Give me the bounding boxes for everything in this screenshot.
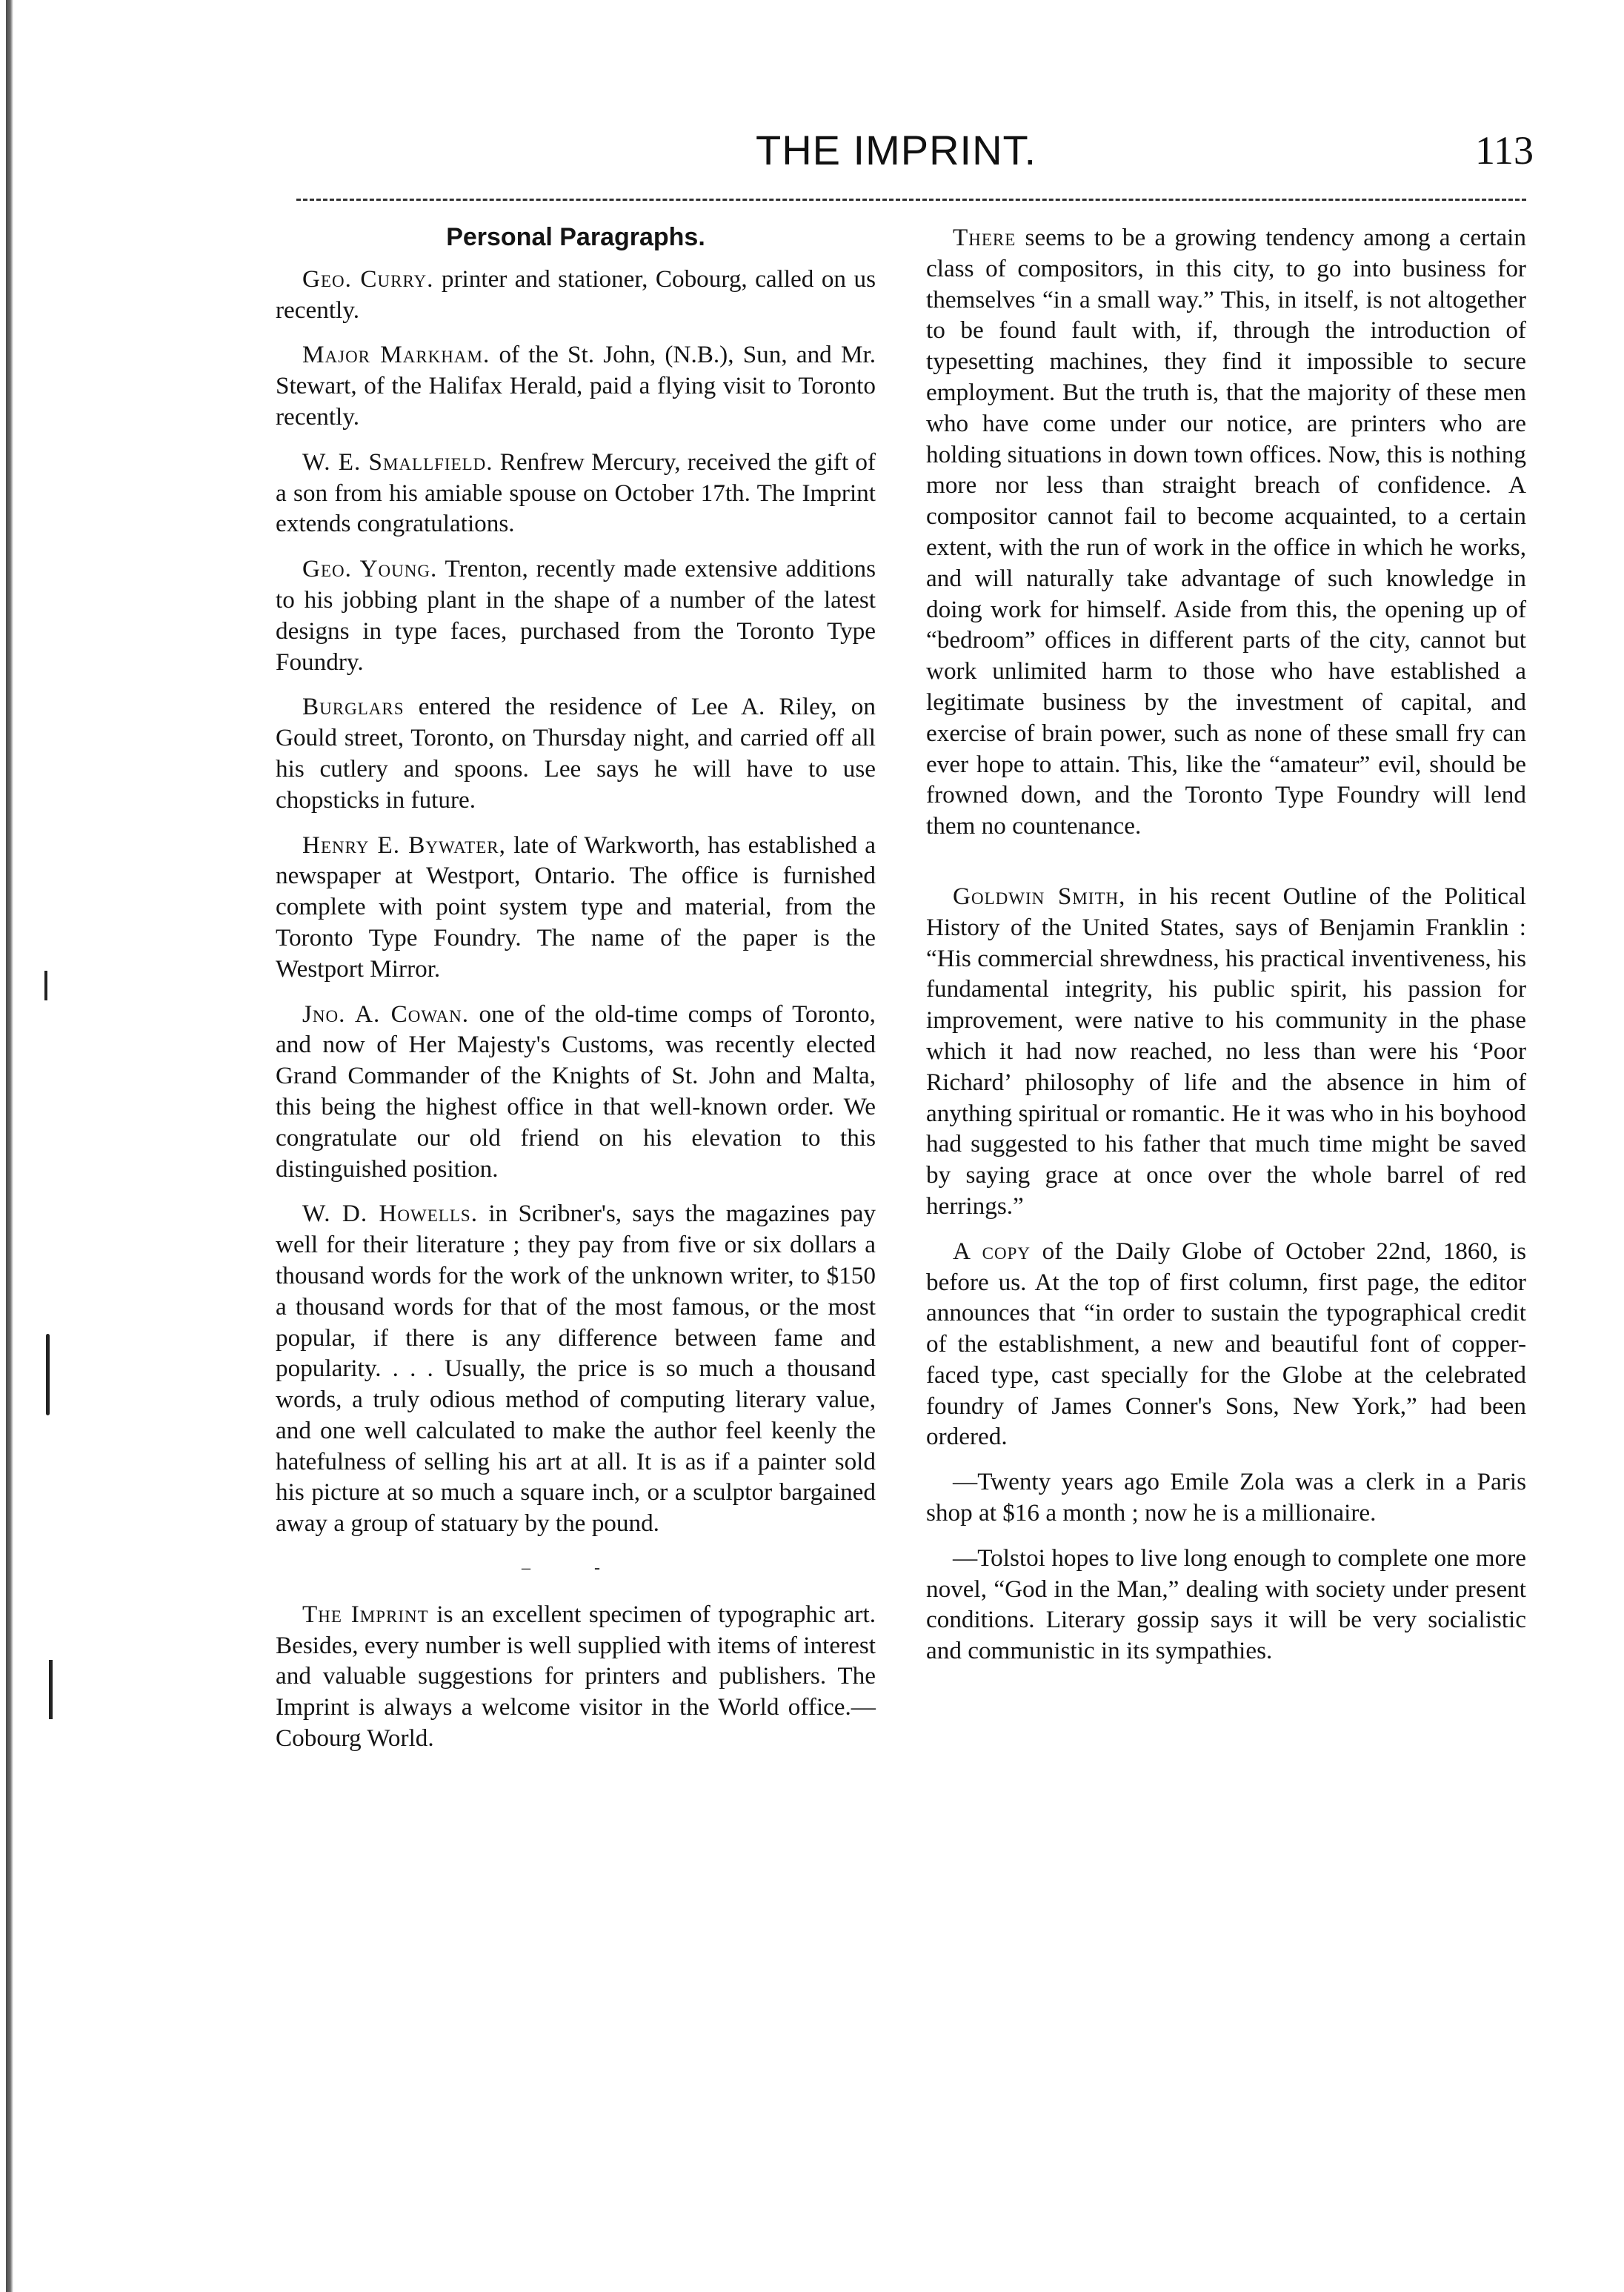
paragraph-lead: The Imprint xyxy=(302,1600,429,1628)
paragraph-lead: Goldwin Smith, xyxy=(953,882,1126,910)
margin-mark xyxy=(46,1334,50,1415)
paragraph xyxy=(926,222,1526,842)
paragraph-text: is an excellent specimen of typographic art. Besides, every number is well supplied with items of interest and valuable suggestions for printers and publishers. The Imprint is always a welcome visitor in the World office.—Cobourg World. xyxy=(276,1600,876,1753)
paragraph xyxy=(926,881,1526,1222)
paragraph-text: printer and stationer, Cobourg, called on us recently. xyxy=(276,265,876,324)
paragraph-lead: Major Markham. xyxy=(302,341,490,369)
paragraph xyxy=(276,999,876,1185)
paragraph xyxy=(276,264,876,326)
header-rule xyxy=(296,199,1526,201)
paragraph-text: entered the residence of Lee A. Riley, on Gould street, Toronto, on Thursday night, and carried off all his cutlery and spoons. Lee says he will have to use chopsticks in future. xyxy=(276,693,876,814)
paragraph-lead: Geo. Curry. xyxy=(302,265,434,293)
section-break: – - xyxy=(522,1558,630,1578)
paragraph-lead: W. E. Smallfield. xyxy=(302,448,493,476)
paragraph xyxy=(926,1466,1526,1529)
paragraph-lead: There xyxy=(953,224,1016,251)
margin-mark xyxy=(44,971,47,1000)
section-heading: Personal Paragraphs. xyxy=(446,223,705,251)
paragraph-lead: Burglars xyxy=(302,693,405,721)
paragraph xyxy=(926,1543,1526,1667)
right-column xyxy=(926,222,1526,1681)
paragraph xyxy=(276,447,876,539)
paragraph-text: Renfrew Mercury, received the gift of a son from his amiable spouse on October 17th. The Imprint extends congratulations. xyxy=(276,448,876,538)
paragraph-text: —Tolstoi hopes to live long enough to complete one more novel, “God in the Man,” dealing with society under present conditions. Literary gossip says it will be very socialistic and communistic in its sympathies. xyxy=(926,1544,1526,1665)
paragraph-text: of the Daily Globe of October 22nd, 1860, is before us. At the top of first column, first page, the editor announces that “in order to sustain the typographical credit of the establishment, a new and beautiful font of copper-faced type, cast specially for the Globe at the celebrated foundry of James Conner's Sons, New York,” had been ordered. xyxy=(926,1237,1526,1451)
paragraph-text: seems to be a growing tendency among a certain class of compositors, in this city, to go into business for themselves “in a small way.” This, in itself, is not altogether to be found fault with, if, through the introduction of typesetting machines, they find it impossible to secure employment. But the truth is, that the majority of these men who have come under our notice, are printers who are holding situations in down town offices. Now, this is nothing more nor less than straight breach of confidence. A compositor cannot fail to become acquainted, to a certain extent, with the run of work in the office in which he works, and will naturally take advantage of such knowledge in doing work for himself. Aside from this, the opening up of “bedroom” offices in different parts of the city, cannot but work unlimited harm to those who have established a legitimate business by the investment of capital, and exercise of brain power, such as none of these small fry can ever hope to attain. This, like the “amateur” evil, should be frowned down, and the Toronto Type Foundry will lend them no countenance. xyxy=(926,224,1526,840)
page-header xyxy=(289,111,1548,185)
left-column xyxy=(276,222,876,1768)
paragraph xyxy=(276,830,876,985)
paragraph-lead: W. D. Howells. xyxy=(302,1200,478,1228)
paragraph xyxy=(276,691,876,815)
paragraph xyxy=(276,1599,876,1754)
binding-edge xyxy=(6,0,13,2292)
paragraph xyxy=(276,554,876,677)
section-gap xyxy=(926,856,1526,881)
paragraph-text: —Twenty years ago Emile Zola was a clerk in a Paris shop at $16 a month ; now he is a millionaire. xyxy=(926,1468,1526,1527)
paragraph-lead: Henry E. Bywater, xyxy=(302,831,506,859)
paragraph-text: of the St. John, (N.B.), Sun, and Mr. Stewart, of the Halifax Herald, paid a flying visit to Toronto recently. xyxy=(276,341,876,431)
paragraph-lead: A copy xyxy=(953,1237,1031,1265)
paragraph-lead: Geo. Young. xyxy=(302,555,438,583)
paragraph-lead: Jno. A. Cowan. xyxy=(302,1000,470,1028)
margin-mark xyxy=(49,1660,53,1719)
page-number: 113 xyxy=(1475,128,1534,173)
paragraph-text: in Scribner's, says the magazines pay well for their literature ; they pay from five or six dollars a thousand words for the work of the unknown writer, to $150 a thousand words for that of the most famous, or the most popular, if there is any difference between fame and popularity. . . . Usually, the price is so much a thousand words, a truly odious method of computing literary value, and one well calculated to make the author feel keenly the hatefulness of selling his art at all. It is as if a painter sold his picture at so much a square inch, or a sculptor bargained away a group of statuary by the pound. xyxy=(276,1200,876,1538)
paragraph-text: one of the old-time comps of Toronto, and now of Her Majesty's Customs, was recently elected Grand Commander of the Knights of St. John and Malta, this being the highest office in that well-known order. We congratulate our old friend on his elevation to this distinguished position. xyxy=(276,1000,876,1183)
paragraph xyxy=(276,339,876,432)
paragraph-text: in his recent Outline of the Political History of the United States, says of Benjamin Franklin : “His commercial shrewdness, his practical inventiveness, his fundamental integrity, his public spirit, his passion for improvement, were native to his community in the phase which it had now reached, no less than were his ‘Poor Richard’ philosophy of life and the absence in him of anything spiritual or romantic. He it was who in his boyhood had suggested to his father that much time might be saved by saying grace at once over the whole barrel of red herrings.” xyxy=(926,882,1526,1220)
paragraph-text: Trenton, recently made extensive additions to his jobbing plant in the shape of a number of the latest designs in type faces, purchased from the Toronto Type Foundry. xyxy=(276,555,876,676)
paragraph xyxy=(276,1198,876,1539)
paragraph xyxy=(926,1236,1526,1453)
paragraph-text: late of Warkworth, has established a newspaper at Westport, Ontario. The office is furnished complete with point system type and material, from the Toronto Type Foundry. The name of the paper is the Westport Mirror. xyxy=(276,831,876,983)
running-title: THE IMPRINT. xyxy=(756,127,1037,173)
